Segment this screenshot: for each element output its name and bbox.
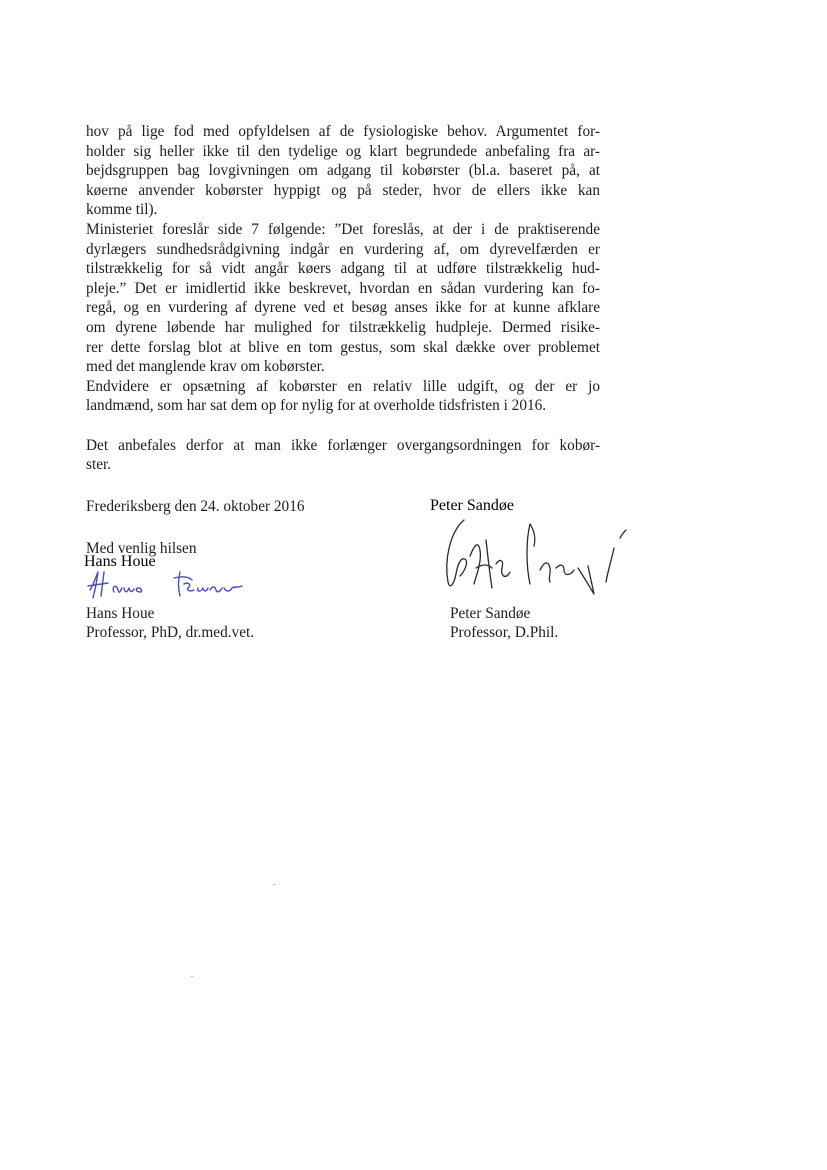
text-line: køerne anvender kobørster hyppigt og på steder, hvor de ellers ikke kan <box>86 181 600 199</box>
paragraph <box>86 220 600 377</box>
text-line: Ministeriet foreslår side 7 følgende: ”Det foreslås, at der i de praktiserende <box>86 220 600 238</box>
letter-body <box>86 122 600 475</box>
signer-name: Hans Houe <box>86 605 155 622</box>
text-line: komme til). <box>86 201 158 219</box>
paragraph <box>86 377 600 416</box>
paragraph-spacer <box>86 416 600 436</box>
text-line: hov på lige fod med opfyldelsen af de fysiologiske behov. Argumentet for- <box>86 123 600 140</box>
signature-peter-sandoe <box>430 497 640 602</box>
signature-hans-houe <box>84 553 264 606</box>
signature-peter-sandoe-text: Peter Sandøe <box>430 497 514 514</box>
text-line: pleje.” Det er imidlertid ikke beskrevet, hvordan en sådan vurdering kan fo- <box>86 279 600 297</box>
paragraph <box>86 122 600 220</box>
text-line: tilstrækkelig for så vidt angår køers adgang til at udføre tilstrækkelig hud- <box>86 260 600 278</box>
scan-speck <box>191 976 193 977</box>
text-line: regå, og en vurdering af dyrene ved et besøg anses ikke for at kunne afklare <box>86 299 600 317</box>
text-line: dyrlægers sundhedsrådgivning indgår en vurdering af, om dyrevelfærden er <box>86 240 600 258</box>
scan-speck <box>273 884 275 885</box>
text-line: Endvidere er opsætning af kobørster en relativ lille udgift, og der er jo <box>86 377 600 395</box>
text-line: ster. <box>86 456 112 474</box>
text-line: holder sig heller ikke til den tydelige og klart begrundede anbefaling fra ar- <box>86 142 600 160</box>
signature-hans-houe-text: Hans Houe <box>84 553 156 570</box>
place-date: Frederiksberg den 24. oktober 2016 <box>86 498 305 515</box>
text-line: Det anbefales derfor at man ikke forlænger overgangsordningen for kobør- <box>86 436 600 454</box>
text-line: landmænd, som har sat dem op for nylig for at overholde tidsfristen i 2016. <box>86 397 547 415</box>
signer-title: Professor, PhD, dr.med.vet. <box>86 624 255 641</box>
paragraph <box>86 436 600 475</box>
text-line: bejdsgruppen bag lovgivningen om adgang til kobørster (bl.a. baseret på, at <box>86 162 600 180</box>
text-line: om dyrene løbende har mulighed for tilstrækkelig hudpleje. Dermed risike- <box>86 318 600 336</box>
signer-name: Peter Sandøe <box>450 605 531 622</box>
text-line: med det manglende krav om kobørster. <box>86 358 325 376</box>
text-line: rer dette forslag blot at blive en tom gestus, som skal dække over problemet <box>86 338 600 356</box>
greeting: Med venlig hilsen <box>86 540 197 557</box>
signer-title: Professor, D.Phil. <box>450 624 559 641</box>
